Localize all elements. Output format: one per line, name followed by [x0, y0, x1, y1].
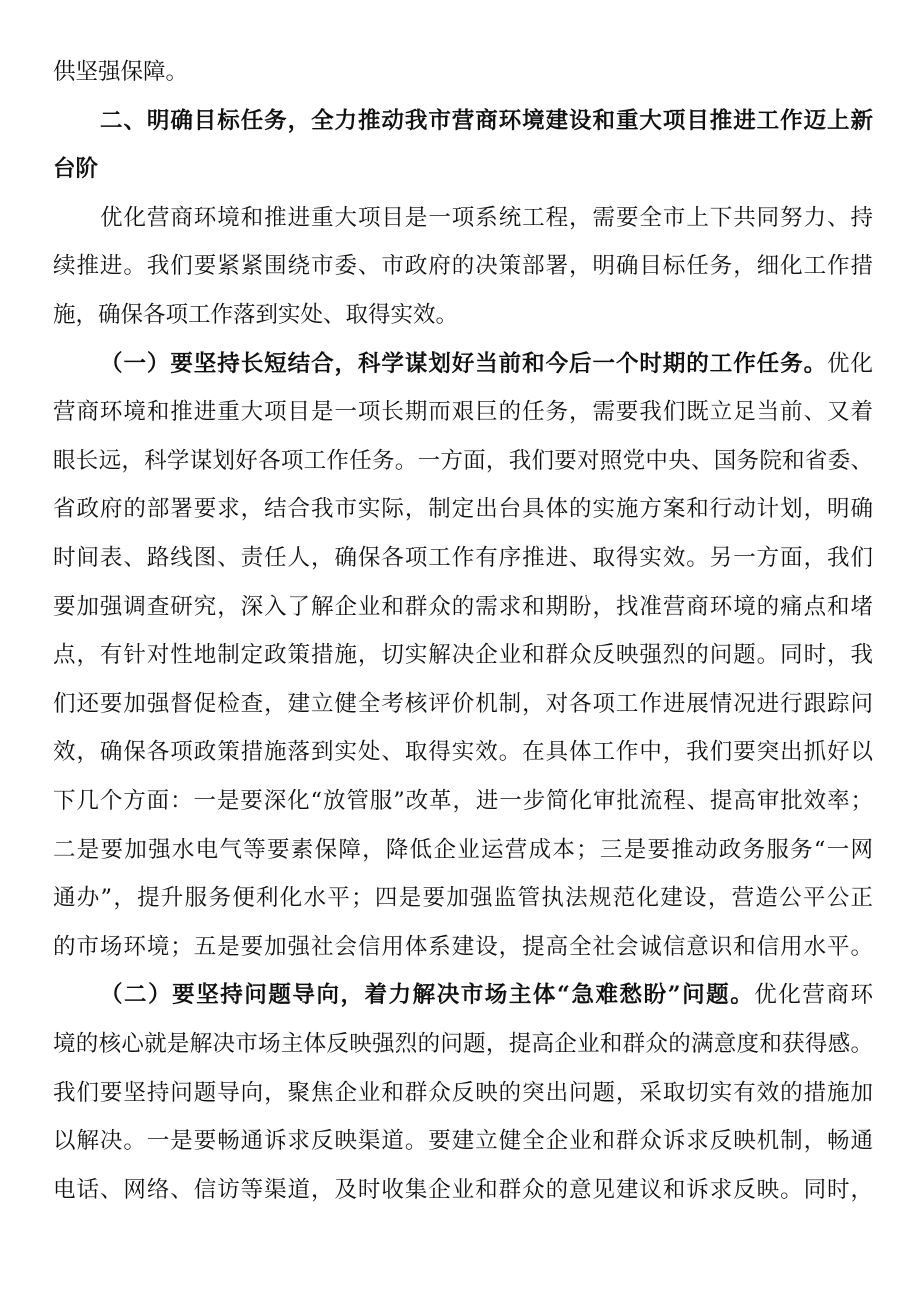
body-text: 优化: [827, 350, 873, 377]
text-line: [53, 631, 873, 679]
heading-text: （一）要坚持长短结合，科学谋划好当前和今后一个时期的工作任务。: [100, 350, 828, 377]
body-text: 电话、网络、信访等渠道，及时收集企业和群众的意见建议和诉求反映。同时，: [53, 1176, 873, 1203]
body-text: 点，有针对性地制定政策措施，切实解决企业和群众反映强烈的问题。同时，我: [53, 642, 873, 669]
text-line: [53, 388, 873, 436]
body-text: 下几个方面：一是要深化“放管服”改革，进一步简化审批流程、提高审批效率；: [53, 788, 873, 814]
text-line: [53, 874, 873, 922]
body-text: 我们要坚持问题导向，聚焦企业和群众反映的突出问题，采取切实有效的措施加: [53, 1079, 873, 1106]
body-text: 营商环境和推进重大项目是一项长期而艰巨的任务，需要我们既立足当前、又着: [53, 399, 873, 426]
body-text: 效，确保各项政策措施落到实处、取得实效。在具体工作中，我们要突出抓好以: [53, 739, 873, 766]
text-line: [53, 291, 873, 339]
body-text: 要加强调查研究，深入了解企业和群众的需求和期盼，找准营商环境的痛点和堵: [53, 593, 873, 620]
body-text: 境的核心就是解决市场主体反映强烈的问题，提高企业和群众的满意度和获得感。: [53, 1031, 873, 1057]
text-line: [53, 534, 873, 582]
text-line: [100, 340, 873, 388]
text-line: [53, 583, 873, 631]
text-line: [100, 194, 873, 242]
heading-text: 二、明确目标任务，全力推动我市营商环境建设和重大项目推进工作迈上新: [100, 107, 873, 134]
text-line: [53, 826, 873, 874]
text-line: [53, 1117, 873, 1165]
text-line: [53, 48, 873, 96]
body-text: 通办”，提升服务便利化水平；四是要加强监管执法规范化建设，营造公平公正: [53, 885, 873, 912]
text-line: [100, 971, 873, 1019]
body-text: 优化营商环境和推进重大项目是一项系统工程，需要全市上下共同努力、持: [100, 204, 873, 231]
body-text: 二是要加强水电气等要素保障，降低企业运营成本；三是要推动政务服务“一网: [53, 836, 873, 863]
text-line: [53, 1166, 873, 1214]
body-text: 供坚强保障。: [53, 59, 189, 85]
body-text: 省政府的部署要求，结合我市实际，制定出台具体的实施方案和行动计划，明确: [53, 496, 873, 523]
body-text: 续推进。我们要紧紧围绕市委、市政府的决策部署，明确目标任务，细化工作措: [53, 253, 873, 280]
text-line: [53, 1069, 873, 1117]
text-line: [53, 777, 873, 825]
text-line: [53, 145, 873, 193]
body-text: 的市场环境；五是要加强社会信用体系建设，提高全社会诚信意识和信用水平。: [53, 933, 873, 960]
heading-text: 台阶: [53, 156, 99, 183]
body-text: 优化营商环: [754, 982, 873, 1009]
text-line: [53, 1020, 873, 1068]
text-line: [53, 485, 873, 533]
body-text: 眼长远，科学谋划好各项工作任务。一方面，我们要对照党中央、国务院和省委、: [53, 447, 873, 474]
body-text: 以解决。一是要畅通诉求反映渠道。要建立健全企业和群众诉求反映机制，畅通: [53, 1128, 873, 1155]
body-text: 施，确保各项工作落到实处、取得实效。: [53, 302, 459, 328]
text-line: [53, 242, 873, 290]
body-text: 们还要加强督促检查，建立健全考核评价机制，对各项工作进展情况进行跟踪问: [53, 690, 873, 717]
text-line: [53, 437, 873, 485]
text-line: [100, 97, 873, 145]
body-text: 时间表、路线图、责任人，确保各项工作有序推进、取得实效。另一方面，我们: [53, 545, 873, 571]
text-line: [53, 923, 873, 971]
text-line: [53, 680, 873, 728]
text-line: [53, 728, 873, 776]
heading-text: （二）要坚持问题导向，着力解决市场主体“急难愁盼”问题。: [100, 982, 755, 1009]
